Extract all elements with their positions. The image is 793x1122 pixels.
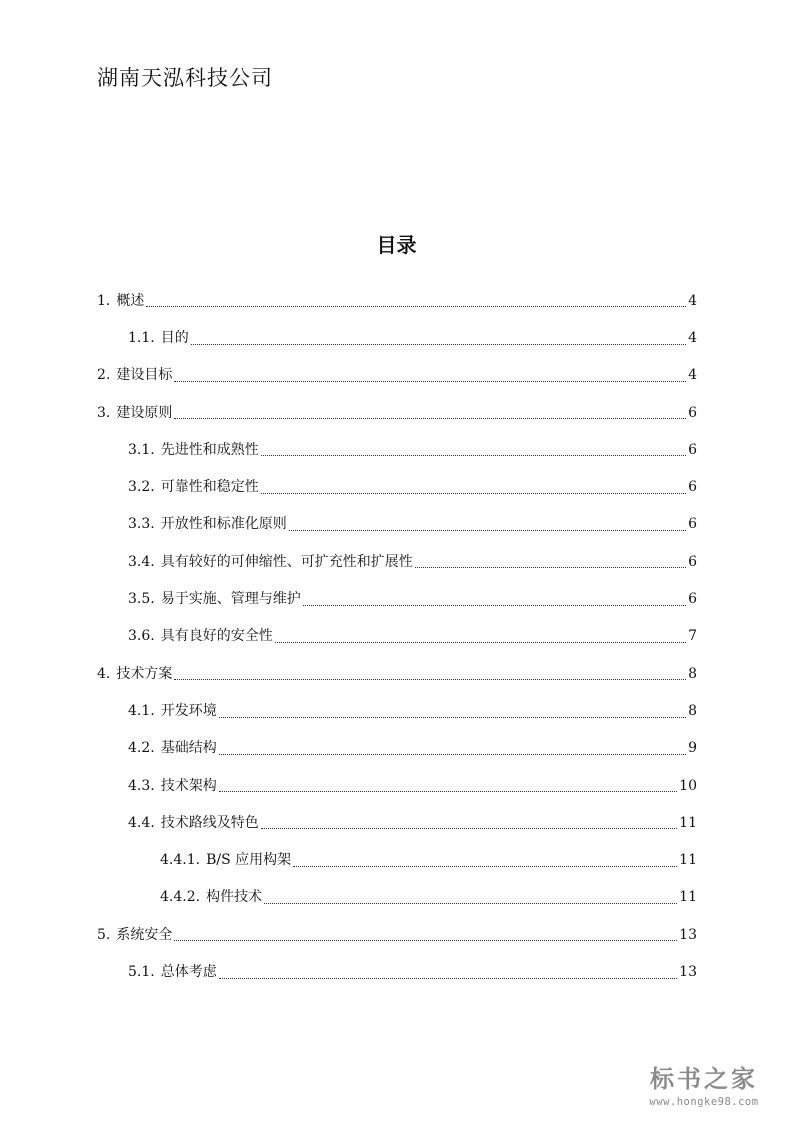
toc-entry-number: 4.4.2. [160, 889, 201, 906]
toc-entry[interactable] [97, 431, 697, 468]
toc-leader-dots [174, 679, 686, 680]
toc-entry[interactable] [97, 916, 697, 953]
toc-entry-page: 4 [688, 292, 697, 309]
toc-leader-dots [219, 754, 686, 755]
toc-leader-dots [303, 605, 686, 606]
company-name: 湖南天泓科技公司 [97, 66, 273, 90]
toc-leader-dots [219, 717, 686, 718]
toc-leader-dots [261, 828, 677, 829]
toc-leader-dots [415, 567, 686, 568]
toc-entry-number: 4.2. [128, 740, 155, 757]
toc-leader-dots [219, 978, 677, 979]
toc-entry-page: 6 [688, 479, 697, 496]
toc-entry[interactable] [97, 394, 697, 431]
toc-leader-dots [289, 530, 686, 531]
toc-entry[interactable] [97, 767, 697, 804]
watermark [629, 1059, 779, 1108]
toc-entry-text: 基础结构 [160, 740, 217, 757]
toc-entry[interactable] [97, 655, 697, 692]
toc-entry-text: B/S 应用构架 [206, 852, 292, 869]
toc-entry[interactable] [97, 879, 697, 916]
toc-entry-page: 6 [688, 441, 697, 458]
toc-entry[interactable] [97, 953, 697, 990]
toc-leader-dots [219, 791, 677, 792]
toc-entry-page: 4 [688, 329, 697, 346]
toc-entry-page: 6 [688, 516, 697, 533]
toc-entry[interactable] [97, 319, 697, 356]
toc-entry[interactable] [97, 730, 697, 767]
toc-entry-text: 开放性和标准化原则 [160, 516, 287, 533]
toc-entry-page: 6 [688, 404, 697, 421]
toc-entry-text: 具有较好的可伸缩性、可扩充性和扩展性 [160, 553, 413, 570]
toc-entry[interactable] [97, 468, 697, 505]
toc-entry-text: 目的 [160, 329, 189, 346]
toc-entry-text: 开发环境 [160, 702, 217, 719]
toc-leader-dots [261, 493, 686, 494]
toc-entry-number: 4.4. [128, 814, 155, 831]
toc-entry-number: 2. [97, 367, 111, 384]
toc-entry-number: 3. [97, 404, 111, 421]
toc-entry[interactable] [97, 543, 697, 580]
toc-entry-text: 建设原则 [116, 404, 173, 421]
toc-leader-dots [275, 642, 686, 643]
toc-entry-page: 9 [688, 740, 697, 757]
toc-title: 目录 [376, 233, 417, 257]
toc-entry-number: 4.1. [128, 702, 155, 719]
toc-entry-number: 3.5. [128, 591, 155, 608]
toc-entry[interactable] [97, 282, 697, 319]
toc-entry-number: 5.1. [128, 963, 155, 980]
toc-entry-page: 4 [688, 367, 697, 384]
toc-entry-page: 13 [679, 926, 697, 943]
toc-entry-number: 3.1. [128, 441, 155, 458]
toc-entry-text: 构件技术 [206, 889, 263, 906]
toc-entry[interactable] [97, 618, 697, 655]
toc-leader-dots [293, 866, 677, 867]
toc-entry-text: 技术路线及特色 [160, 814, 259, 831]
toc-entry-number: 4. [97, 665, 111, 682]
toc-entry-number: 3.4. [128, 553, 155, 570]
toc-entry-page: 7 [688, 628, 697, 645]
toc-entry[interactable] [97, 357, 697, 394]
toc-entry-page: 8 [688, 665, 697, 682]
toc-entry-text: 具有良好的安全性 [160, 628, 273, 645]
toc-entry-page: 13 [679, 963, 697, 980]
watermark-url: www.hongke98.com [649, 1096, 759, 1108]
toc-entry-page: 11 [679, 814, 697, 831]
toc-entry-text: 技术架构 [160, 777, 217, 794]
toc-entry-text: 系统安全 [116, 926, 173, 943]
toc-entry[interactable] [97, 692, 697, 729]
toc-entry-text: 总体考虑 [160, 963, 217, 980]
toc-entry-number: 3.6. [128, 628, 155, 645]
toc-entry-page: 10 [679, 777, 697, 794]
toc-entry-text: 可靠性和稳定性 [160, 479, 259, 496]
toc-entry-page: 6 [688, 553, 697, 570]
toc-entry-text: 易于实施、管理与维护 [160, 591, 301, 608]
toc-leader-dots [174, 381, 686, 382]
toc-entry-number: 3.3. [128, 516, 155, 533]
toc-leader-dots [174, 940, 677, 941]
toc-entry[interactable] [97, 841, 697, 878]
toc-leader-dots [261, 455, 686, 456]
toc-leader-dots [264, 903, 677, 904]
toc-leader-dots [146, 306, 686, 307]
toc-entry-text: 建设目标 [116, 367, 173, 384]
toc-entry[interactable] [97, 506, 697, 543]
toc-entry-number: 1.1. [128, 329, 155, 346]
toc-entry-text: 概述 [116, 292, 145, 309]
toc-entry[interactable] [97, 580, 697, 617]
toc-entry-text: 先进性和成熟性 [160, 441, 259, 458]
toc-entry-text: 技术方案 [116, 665, 173, 682]
toc-entry-page: 11 [679, 852, 697, 869]
toc-entry-number: 5. [97, 926, 111, 943]
toc-entry-page: 6 [688, 591, 697, 608]
toc-entry-number: 1. [97, 292, 111, 309]
toc-entry-number: 4.3. [128, 777, 155, 794]
toc-leader-dots [191, 344, 686, 345]
toc-leader-dots [174, 418, 686, 419]
toc-entry[interactable] [97, 804, 697, 841]
toc-entry-number: 4.4.1. [160, 852, 201, 869]
toc-entry-page: 8 [688, 702, 697, 719]
table-of-contents [97, 282, 697, 991]
toc-entry-page: 11 [679, 889, 697, 906]
toc-entry-number: 3.2. [128, 479, 155, 496]
watermark-title: 标书之家 [650, 1065, 758, 1093]
